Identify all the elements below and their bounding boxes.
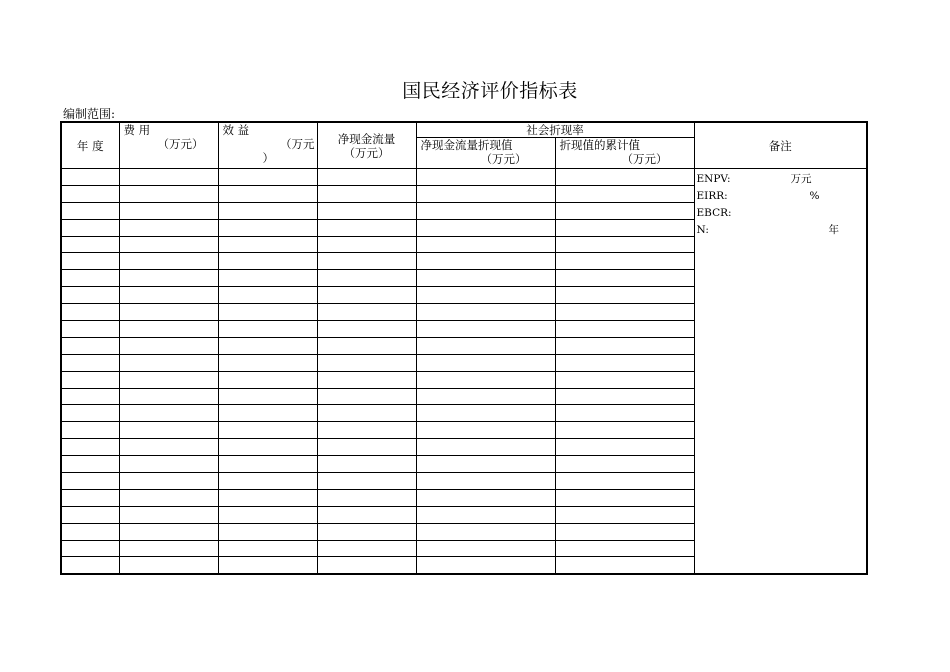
table-cell[interactable]: [416, 321, 555, 338]
table-cell[interactable]: [218, 540, 317, 557]
table-cell[interactable]: [317, 557, 416, 574]
table-cell[interactable]: [555, 473, 694, 490]
table-cell[interactable]: [218, 439, 317, 456]
note-line: [697, 221, 867, 238]
table-cell[interactable]: [317, 540, 416, 557]
table-cell[interactable]: [61, 540, 119, 557]
table-cell[interactable]: [218, 169, 317, 186]
table-cell[interactable]: [218, 253, 317, 270]
table-cell[interactable]: [61, 422, 119, 439]
table-cell[interactable]: [119, 202, 218, 219]
table-cell[interactable]: [61, 456, 119, 473]
table-cell[interactable]: [218, 321, 317, 338]
table-cell[interactable]: [218, 473, 317, 490]
header-discounted-value-unit: （万元）: [480, 152, 527, 166]
header-cumulative-value: [555, 138, 694, 169]
table-row: [61, 169, 867, 186]
table-cell[interactable]: [218, 388, 317, 405]
table-cell[interactable]: [61, 506, 119, 523]
table-cell[interactable]: [317, 253, 416, 270]
table-cell[interactable]: [119, 169, 218, 186]
table-cell[interactable]: [218, 236, 317, 253]
table-cell[interactable]: [218, 371, 317, 388]
table-cell[interactable]: [555, 287, 694, 304]
table-cell[interactable]: [555, 202, 694, 219]
table-cell[interactable]: [119, 185, 218, 202]
header-discounted-value: [416, 138, 555, 169]
table-cell[interactable]: [555, 557, 694, 574]
table-cell[interactable]: [61, 287, 119, 304]
table-cell[interactable]: [416, 337, 555, 354]
header-cost-unit: （万元）: [157, 137, 204, 151]
note-label: EBCR:: [696, 206, 732, 219]
table-cell[interactable]: [317, 337, 416, 354]
table-cell[interactable]: [416, 253, 555, 270]
table-cell[interactable]: [317, 270, 416, 287]
table-cell[interactable]: [119, 523, 218, 540]
table-cell[interactable]: [317, 287, 416, 304]
table-cell[interactable]: [555, 540, 694, 557]
header-benefit-label: 效 益: [222, 123, 250, 137]
header-net-flow: [317, 122, 416, 169]
table-cell[interactable]: [61, 185, 119, 202]
table-cell[interactable]: [416, 456, 555, 473]
table-cell[interactable]: [119, 405, 218, 422]
table-cell[interactable]: [555, 354, 694, 371]
table-cell[interactable]: [119, 321, 218, 338]
table-cell[interactable]: [317, 456, 416, 473]
table-cell[interactable]: [61, 557, 119, 574]
table-cell[interactable]: [416, 540, 555, 557]
table-cell[interactable]: [218, 304, 317, 321]
table-cell[interactable]: [218, 405, 317, 422]
note-line: [697, 187, 867, 204]
table-cell[interactable]: [416, 422, 555, 439]
header-benefit-unit: （万元: [280, 137, 315, 151]
table-cell[interactable]: [218, 557, 317, 574]
note-unit: %: [809, 189, 820, 202]
table-cell[interactable]: [218, 270, 317, 287]
table-cell[interactable]: [119, 253, 218, 270]
table-cell[interactable]: [317, 489, 416, 506]
table-cell[interactable]: [61, 337, 119, 354]
note-unit: 万元: [790, 172, 812, 185]
table-cell[interactable]: [119, 337, 218, 354]
table-cell[interactable]: [416, 388, 555, 405]
table-cell[interactable]: [61, 304, 119, 321]
note-label: EIRR:: [696, 189, 728, 202]
table-cell[interactable]: [317, 473, 416, 490]
table-cell[interactable]: [317, 169, 416, 186]
table-cell[interactable]: [555, 337, 694, 354]
table-cell[interactable]: [555, 405, 694, 422]
table-cell[interactable]: [555, 253, 694, 270]
table-cell[interactable]: [61, 219, 119, 236]
evaluation-table: [60, 121, 868, 575]
table-cell[interactable]: [416, 304, 555, 321]
table-cell[interactable]: [416, 219, 555, 236]
table-cell[interactable]: [555, 439, 694, 456]
header-net-flow-unit: （万元）: [343, 145, 390, 160]
table-cell[interactable]: [119, 219, 218, 236]
table-cell[interactable]: [416, 473, 555, 490]
table-cell[interactable]: [555, 270, 694, 287]
table-cell[interactable]: [61, 202, 119, 219]
table-cell[interactable]: [218, 489, 317, 506]
table-cell[interactable]: [61, 388, 119, 405]
table-cell[interactable]: [119, 557, 218, 574]
table-cell[interactable]: [218, 523, 317, 540]
table-cell[interactable]: [218, 202, 317, 219]
table-cell[interactable]: [555, 489, 694, 506]
note-unit: 年: [828, 223, 839, 236]
table-cell[interactable]: [416, 169, 555, 186]
scope-label: 编制范围:: [63, 107, 116, 121]
table-cell[interactable]: [317, 304, 416, 321]
table-cell[interactable]: [317, 219, 416, 236]
table-cell[interactable]: [218, 337, 317, 354]
table-cell[interactable]: [317, 388, 416, 405]
table-cell[interactable]: [317, 371, 416, 388]
table-cell[interactable]: [416, 506, 555, 523]
table-cell[interactable]: [61, 253, 119, 270]
remarks-notes: [694, 169, 867, 575]
table-cell[interactable]: [119, 236, 218, 253]
table-cell[interactable]: [61, 270, 119, 287]
header-remarks: 备注: [694, 122, 867, 169]
header-cost-label: 费 用: [123, 123, 151, 137]
note-label: N:: [696, 223, 709, 236]
table-cell[interactable]: [119, 354, 218, 371]
table-cell[interactable]: [61, 371, 119, 388]
table-cell[interactable]: [555, 169, 694, 186]
table-cell[interactable]: [416, 354, 555, 371]
table-cell[interactable]: [317, 523, 416, 540]
header-benefit: [218, 122, 317, 169]
table-cell[interactable]: [555, 236, 694, 253]
table-cell[interactable]: [317, 405, 416, 422]
header-cost: [119, 122, 218, 169]
table-cell[interactable]: [218, 456, 317, 473]
table-cell[interactable]: [119, 540, 218, 557]
header-net-flow-label: 净现金流量: [337, 131, 396, 146]
table-cell[interactable]: [218, 287, 317, 304]
table-cell[interactable]: [218, 506, 317, 523]
table-cell[interactable]: [61, 489, 119, 506]
table-cell[interactable]: [317, 185, 416, 202]
table-cell[interactable]: [555, 304, 694, 321]
table-cell[interactable]: [416, 489, 555, 506]
table-cell[interactable]: [119, 422, 218, 439]
table-cell[interactable]: [61, 473, 119, 490]
header-benefit-close: ）: [262, 151, 274, 165]
table-cell[interactable]: [416, 523, 555, 540]
table-cell[interactable]: [218, 185, 317, 202]
header-cumulative-value-label: 折现值的累计值: [559, 138, 640, 152]
table-cell[interactable]: [119, 489, 218, 506]
table-cell[interactable]: [416, 236, 555, 253]
note-label: ENPV:: [696, 172, 731, 185]
table-cell[interactable]: [416, 371, 555, 388]
table-cell[interactable]: [416, 439, 555, 456]
header-year: 年 度: [61, 122, 119, 169]
table-cell[interactable]: [119, 439, 218, 456]
note-line: [697, 170, 867, 187]
table-cell[interactable]: [61, 169, 119, 186]
table-cell[interactable]: [555, 219, 694, 236]
table-cell[interactable]: [416, 185, 555, 202]
note-line: [697, 204, 867, 221]
table-cell[interactable]: [119, 456, 218, 473]
table-cell[interactable]: [218, 422, 317, 439]
table-cell[interactable]: [416, 405, 555, 422]
table-cell[interactable]: [317, 354, 416, 371]
table-cell[interactable]: [61, 236, 119, 253]
table-cell[interactable]: [119, 304, 218, 321]
table-cell[interactable]: [555, 371, 694, 388]
table-cell[interactable]: [317, 321, 416, 338]
table-cell[interactable]: [416, 557, 555, 574]
table-cell[interactable]: [119, 388, 218, 405]
table-cell[interactable]: [555, 456, 694, 473]
header-cumulative-value-unit: （万元）: [621, 152, 668, 166]
table-cell[interactable]: [317, 439, 416, 456]
table-cell[interactable]: [119, 506, 218, 523]
table-cell[interactable]: [317, 236, 416, 253]
header-discount-group: 社会折现率: [416, 122, 694, 138]
table-cell[interactable]: [61, 354, 119, 371]
table-cell[interactable]: [555, 422, 694, 439]
table-cell[interactable]: [61, 405, 119, 422]
table-cell[interactable]: [317, 202, 416, 219]
header-discounted-value-label: 净现金流量折现值: [420, 138, 513, 152]
table-cell[interactable]: [218, 219, 317, 236]
table-cell[interactable]: [218, 354, 317, 371]
table-cell[interactable]: [61, 523, 119, 540]
table-cell[interactable]: [416, 202, 555, 219]
table-cell[interactable]: [416, 287, 555, 304]
table-cell[interactable]: [119, 287, 218, 304]
table-cell[interactable]: [119, 371, 218, 388]
table-cell[interactable]: [555, 506, 694, 523]
table-cell[interactable]: [119, 473, 218, 490]
table-cell[interactable]: [555, 321, 694, 338]
table-cell[interactable]: [555, 185, 694, 202]
table-cell[interactable]: [416, 270, 555, 287]
table-cell[interactable]: [555, 388, 694, 405]
table-cell[interactable]: [119, 270, 218, 287]
table-cell[interactable]: [317, 422, 416, 439]
page-title: 国民经济评价指标表: [402, 80, 578, 102]
table-cell[interactable]: [317, 506, 416, 523]
table-cell[interactable]: [555, 523, 694, 540]
table-cell[interactable]: [61, 439, 119, 456]
table-cell[interactable]: [61, 321, 119, 338]
